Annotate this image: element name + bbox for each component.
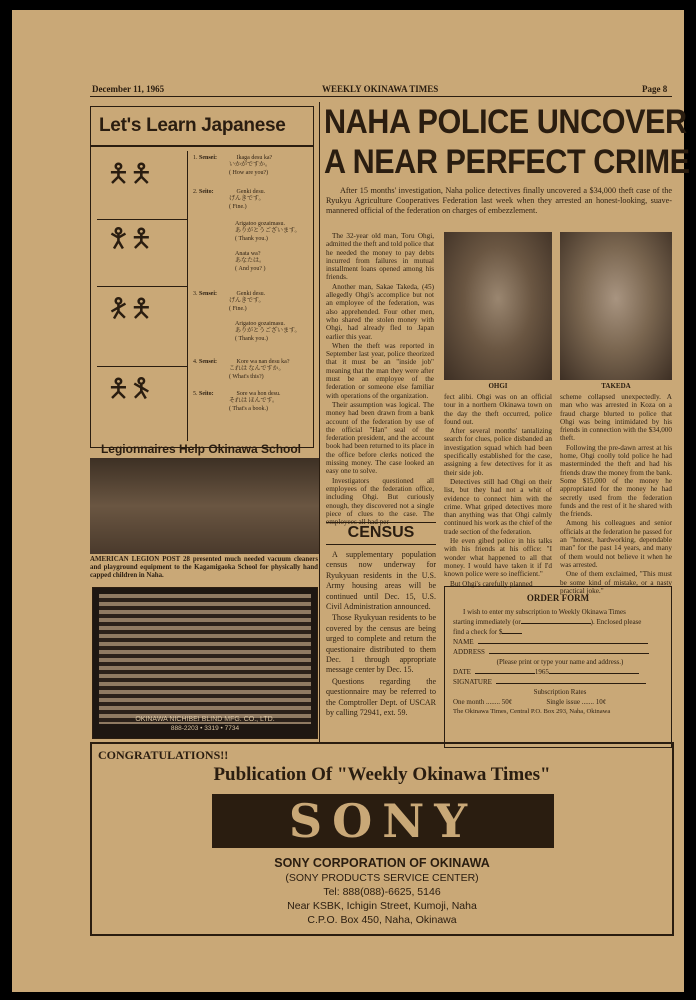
ohgi-caption: OHGI [488, 382, 508, 390]
legion-headline: Legionnaires Help Okinawa School [100, 442, 302, 456]
lesson-row [193, 359, 309, 391]
row-speaker: Sensei: [199, 155, 217, 161]
paragraph: Their assumption was logical. The money had been drawn from a bank account of the federation by use of the official "Han" seal of the federation president, and the account book had been returned to its place in the office before clerks noticed the missing money. The case looked an easy one to solve. [326, 400, 434, 476]
name-label: NAME [453, 638, 474, 646]
paragraph: Detectives still had Ohgi on their list, but they had not a whit of evidence to connect him with the crime. What griped detectives more than anything was that Ohgi calmly continued his work as the chief of the trade section of the federation. [444, 477, 552, 536]
row-kana: あなたは。 [235, 258, 266, 265]
story-column-1 [326, 232, 434, 527]
panel-divider [97, 366, 187, 367]
legion-caption: AMERICAN LEGION POST 28 presented much needed vacuum cleaners and playground equipment to the Kagamigaoka School for physically hand capped children in Naha. [90, 556, 318, 579]
row-kana: ありがとうございます。 [235, 328, 301, 335]
lesson-dialogue [193, 155, 309, 421]
paragraph: But Ohgi's carefully planned [450, 579, 533, 588]
row-english: ( What's this?) [229, 373, 264, 380]
signature-label: SIGNATURE [453, 678, 492, 686]
story-column-3 [560, 393, 672, 596]
row-romaji: Genki desu. [236, 189, 266, 195]
check-label: find a check for $ [453, 628, 503, 636]
signature-line [453, 677, 667, 687]
sony-address: Near KSBK, Ichigin Street, Kumoji, Naha [287, 900, 477, 912]
row-number: 2. [193, 189, 198, 195]
row-romaji: Arigatoo gozaimasu. [235, 321, 285, 327]
panel-divider [97, 219, 187, 220]
lesson-title: Let's Learn Japanese [99, 115, 286, 136]
row-number: 5. [193, 391, 198, 397]
lesson-row [193, 291, 309, 321]
stick-figure-talk-icon: 🯆🯅 [107, 224, 153, 254]
sony-ad [90, 742, 674, 936]
headline-line-1: NAHA POLICE UNCOVER [324, 103, 687, 141]
paragraph: One of them exclaimed, "This must be some kind of mistake, or a nasty practical joke." [560, 570, 672, 595]
order-form-body [453, 607, 667, 717]
rate-month: One month ........ 50¢ [453, 698, 513, 706]
lesson-row [193, 221, 309, 251]
stick-figure-book-icon: 🯅🯈 [107, 374, 153, 404]
check-amount-input[interactable] [502, 633, 522, 634]
stick-figure-greeting-icon: 🯅🯅 [107, 159, 153, 189]
header-rule [90, 96, 672, 97]
row-speaker: Seito: [199, 189, 214, 195]
paragraph: fect alibi. Ohgi was on an official tour in a northern Okinawa town on the day the theft occurred, police found out. [444, 393, 552, 426]
date-line [453, 667, 667, 677]
start-date-input[interactable] [521, 623, 591, 624]
row-speaker: Seito: [199, 391, 214, 397]
year-label: 1965 [534, 668, 549, 676]
address-label: ADDRESS [453, 648, 485, 656]
row-kana: これは なんですか。 [229, 366, 285, 373]
takeda-caption: TAKEDA [601, 382, 631, 390]
lesson-row [193, 189, 309, 221]
sony-po: C.P.O. Box 450, Naha, Okinawa [307, 914, 457, 926]
paragraph: Among his colleagues and senior officials at the federation he passed for an "honest, hardworking, dependable man" for the past 14 years, and many of them would not believe it when he was arrested. [560, 519, 672, 569]
row-romaji: Kore wa nan desu ka? [236, 359, 290, 365]
lesson-row [193, 391, 309, 421]
issue-date: December 11, 1965 [92, 84, 165, 94]
paper-name: WEEKLY OKINAWA TIMES [322, 84, 439, 94]
census-rule [326, 544, 436, 545]
rate-single: Single issue ....... 10¢ [546, 698, 607, 706]
paragraph: When the theft was reported in September last year, police theorized that it must be an "inside job" meaning that the man they were after must be an employee of the federation or someone else familiar with operations of the organization. [326, 341, 434, 400]
paragraph: Following the pre-dawn arrest at his home, Ohgi coolly told police he had masterminded the theft and had his friends draw the money from the bank. Some $15,000 of the money he appropriated for the money he had secretly used from the federation funds and the rest of it he shared with the friends. [560, 443, 672, 519]
paragraph: Questions regarding the questionnaire may be referred to the Comptroller Dept. of USCAR by calling 72941, ext. 59. [326, 676, 436, 718]
address-input[interactable] [489, 653, 649, 654]
row-kana: げんきです。 [229, 298, 265, 305]
census-headline: CENSUS [347, 524, 415, 541]
lesson-row [193, 321, 309, 359]
row-english: ( Thank you.) [235, 335, 268, 342]
row-romaji: Genki desu. [236, 291, 266, 297]
paragraph: After several months' tantalizing search for clues, police disbanded an investigation squad which had been specifically established for the case, assigning a few detectives for it as their side job. [444, 427, 552, 477]
paragraph: Those Ryukyuan residents to be covered by the census are being urged to complete and return the questionaire distributed to them Dec. 1 through appropriate message center by Dec. 15. [326, 613, 436, 675]
blinds-image [99, 594, 311, 724]
sony-tel: Tel: 888(088)-6625, 5146 [323, 886, 441, 898]
paragraph: Another man, Sakae Takeda, (45) allegedly Ohgi's accomplice but not an employee of the federation, was also apprehended. Four other men, who shared the stolen money with Ohgi, had already fled to Japan earlier this year. [326, 282, 434, 341]
lesson-title-rule [91, 145, 313, 147]
row-speaker: Sensei: [199, 359, 217, 365]
ohgi-photo [444, 232, 552, 380]
row-english: ( Fine.) [229, 305, 247, 312]
row-english: ( That's a book.) [229, 405, 268, 412]
page-number: Page 8 [642, 84, 668, 94]
story-column-2 [444, 393, 552, 589]
row-romaji: Arigatoo gozaimasu. [235, 221, 285, 227]
main-headline [324, 102, 690, 182]
census-rule [326, 522, 436, 523]
order-form-title: ORDER FORM [526, 593, 590, 603]
date-input[interactable] [475, 673, 535, 674]
row-romaji: Ikaga desu ka? [236, 155, 273, 161]
order-enclosed-label: ). Enclosed please [590, 618, 642, 626]
rates-title: Subscription Rates [533, 688, 587, 696]
row-speaker: Sensei: [199, 291, 217, 297]
row-english: ( And you? ) [235, 265, 266, 272]
signature-input[interactable] [496, 683, 646, 684]
name-line [453, 637, 667, 647]
paragraph: He even gibed police in his talks with his friends at his office: "I wonder what happened to all that money. I would have taken it if I'd known police were so inefficient." [444, 537, 552, 579]
census-body [326, 550, 436, 720]
order-footer: The Okinawa Times, Central P.O. Box 293, Naha, Okinawa [453, 708, 611, 715]
sony-center: (SONY PRODUCTS SERVICE CENTER) [285, 872, 479, 884]
row-english: ( How are you?) [229, 169, 269, 176]
rates-line [453, 697, 667, 707]
row-kana: いかがですか。 [229, 162, 272, 169]
date-line-fill [549, 673, 639, 674]
address-line [453, 647, 667, 657]
sony-company: SONY CORPORATION OF OKINAWA [274, 856, 490, 870]
order-start-label: starting immediately (or [453, 618, 521, 626]
panel-divider [97, 286, 187, 287]
order-check-line [453, 627, 667, 637]
order-intro: I wish to enter my subscription to Weekly Okinawa Times [463, 608, 626, 616]
blinds-company: OKINAWA NICHIBEI BLIND MFG. CO., LTD. [135, 716, 275, 723]
lesson-row [193, 155, 309, 189]
row-kana: それは ほんです。 [229, 398, 279, 405]
stick-figure-wave-icon: 🯇🯅 [107, 294, 153, 324]
takeda-photo [560, 232, 672, 380]
row-number: 3. [193, 291, 198, 297]
row-romaji: Anata wa? [235, 251, 261, 257]
blinds-phone: 888-2203 • 3319 • 7734 [170, 725, 240, 732]
row-english: ( Fine.) [229, 203, 247, 210]
row-romaji: Sore wa hon desu. [236, 391, 281, 397]
order-start-line [453, 617, 667, 627]
paragraph: The 32-year old man, Toru Ohgi, admitted the theft and told police that he needed the money to pay debts incurred from failures in mutual installment loans opened among his friends. [326, 232, 434, 282]
row-number: 4. [193, 359, 198, 365]
headline-line-2: A NEAR PERFECT CRIME [324, 143, 690, 181]
date-label: DATE [453, 668, 471, 676]
blinds-ad [92, 587, 318, 739]
sony-publication: Publication Of "Weekly Okinawa Times" [213, 764, 551, 785]
order-form [444, 586, 672, 748]
row-kana: げんきです。 [229, 196, 265, 203]
paragraph: Investigators questioned all employees of the federation office, including Ohgi. But curiously enough, they discovered not a single piece of clues to the case. The [326, 476, 434, 518]
sony-congrats: CONGRATULATIONS!! [98, 748, 229, 762]
row-english: ( Thank you.) [235, 235, 268, 242]
lesson-box [90, 106, 314, 448]
lesson-row [193, 251, 309, 291]
row-number: 1. [193, 155, 198, 161]
address-note: (Please print or type your name and address.) [496, 658, 624, 666]
column-rule [319, 102, 320, 742]
legion-photo [90, 458, 320, 554]
name-input[interactable] [478, 643, 648, 644]
row-kana: ありがとうございます。 [235, 228, 301, 235]
sony-logo: SONY [212, 794, 554, 848]
newspaper-page [12, 10, 690, 992]
story-lead: After 15 months' investigation, Naha police detectives finally uncovered a $34,000 theft case of the Ryukyu Agriculture Cooperatives Federation last week when they arrested an honest-looking, suave-mannered official of the federation on charges of embezzlement. [326, 186, 672, 215]
paragraph: A supplementary population census now underway for Ryukyuan residents in the U.S. Army housing areas will be continued until Dec. 15, U.S. Civil Administration announced. [326, 550, 436, 612]
paragraph: scheme collapsed unexpectedly. A man who was arrested in Koza on a fraud charge blurted to police that Ohgi was being intimidated by his friends in connection with the $34,000 theft. [560, 393, 672, 443]
lesson-illustrations [97, 151, 188, 441]
